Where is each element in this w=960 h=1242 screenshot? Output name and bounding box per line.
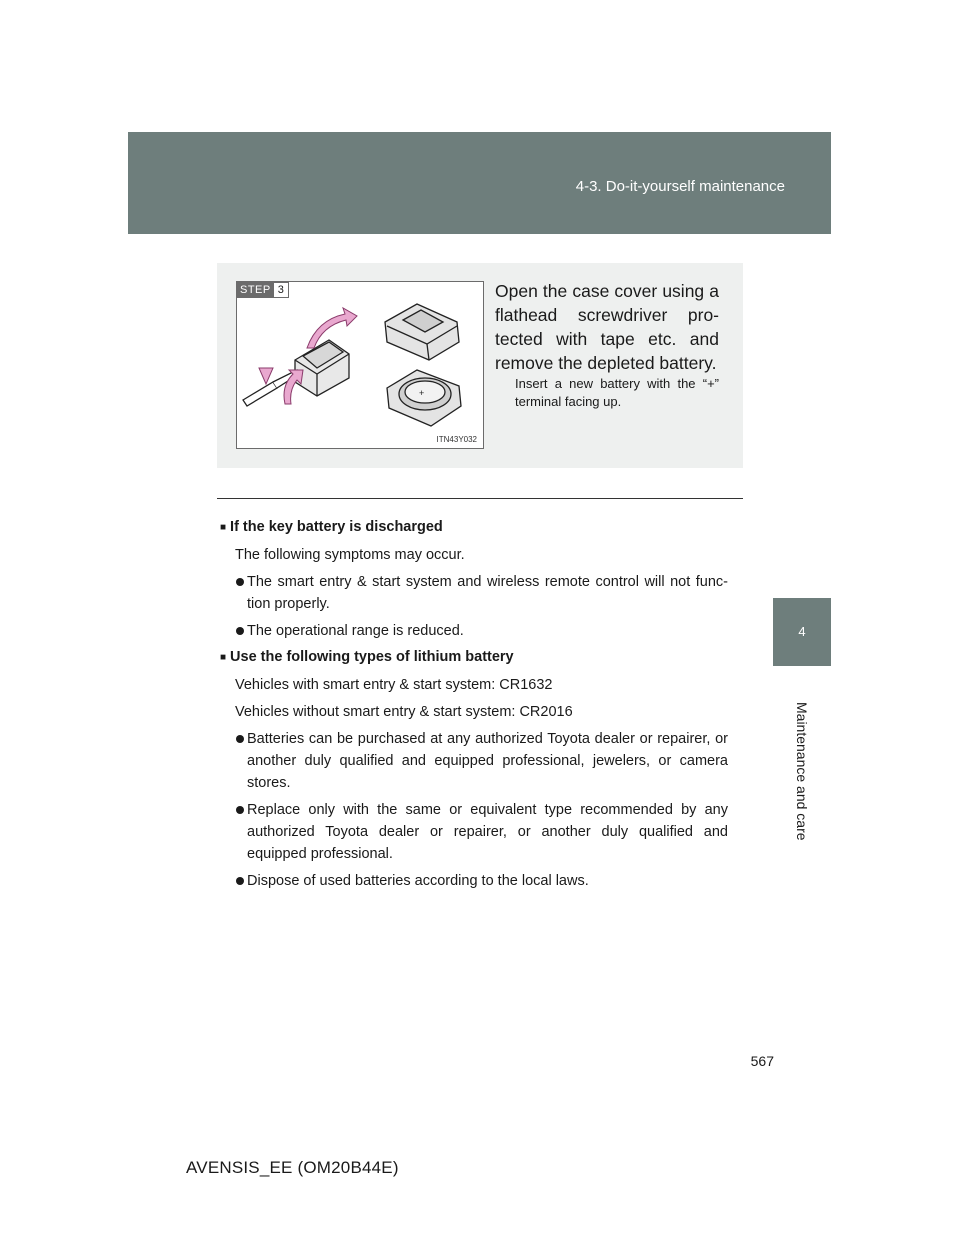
figure-code: ITN43Y032 bbox=[436, 435, 477, 444]
step-box bbox=[217, 263, 743, 468]
step-instruction: Open the case cover using a flathead screwdriver pro-tected with tape etc. and remove the depleted battery. bbox=[495, 281, 719, 373]
chapter-tab: 4 bbox=[773, 598, 831, 666]
battery-type-line: Vehicles without smart entry & start system: CR2016 bbox=[235, 704, 573, 720]
bullet-item: Replace only with the same or equivalent type recommended by any authorized Toyota dealer or repairer, or another duly qualified and equipped professional. bbox=[220, 799, 728, 865]
step-number: 3 bbox=[274, 282, 289, 298]
divider bbox=[217, 498, 743, 499]
section-heading: ■ Use the following types of lithium battery bbox=[220, 646, 728, 669]
svg-text:+: + bbox=[419, 388, 425, 398]
notes-content bbox=[220, 512, 728, 892]
bullet-item: Batteries can be purchased at any authorized Toyota dealer or repairer, or another duly qualified and equipped professional, jewelers, or camera stores. bbox=[220, 728, 728, 794]
step-note: Insert a new battery with the “+” terminal facing up. bbox=[515, 376, 719, 409]
key-illustration-icon bbox=[237, 282, 483, 448]
header-band bbox=[128, 132, 831, 234]
model-code: AVENSIS_EE (OM20B44E) bbox=[186, 1158, 399, 1177]
bullet-item: Dispose of used batteries according to the local laws. bbox=[220, 870, 728, 892]
bullet-item: The operational range is reduced. bbox=[220, 620, 728, 642]
section-title: 4-3. Do-it-yourself maintenance bbox=[575, 178, 785, 195]
section-heading: ■ If the key battery is discharged bbox=[220, 516, 728, 539]
chapter-label: Maintenance and care bbox=[794, 702, 810, 841]
step-word: STEP bbox=[237, 282, 274, 298]
page-number: 567 bbox=[750, 1053, 774, 1069]
bullet-item: The smart entry & start system and wireless remote control will not func-tion properly. bbox=[220, 571, 728, 615]
step-badge bbox=[237, 282, 289, 298]
battery-type-line: Vehicles with smart entry & start system: CR1632 bbox=[235, 677, 553, 693]
section-intro: The following symptoms may occur. bbox=[235, 547, 465, 563]
key-battery-illustration bbox=[236, 281, 484, 449]
